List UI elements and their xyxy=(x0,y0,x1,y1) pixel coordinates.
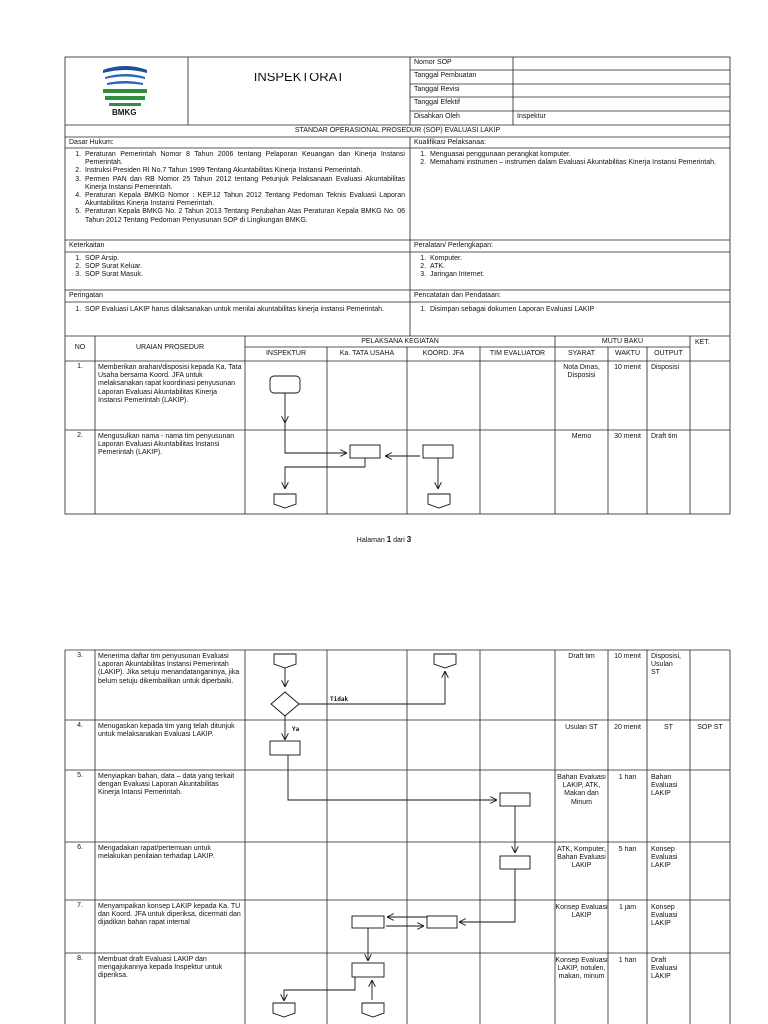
meta-label-revisi: Tanggal Revisi xyxy=(414,86,460,93)
row-3-syarat: Draft tim xyxy=(568,653,595,660)
col-waktu: WAKTU xyxy=(614,350,641,357)
flow-process-tim-evaluator xyxy=(500,793,530,806)
row-1-output: Disposisi xyxy=(651,364,680,371)
list-item: 3. SOP Surat Masuk. xyxy=(83,271,403,279)
list-item: 4. Peraturan Kepala BMKG Nomor : KEP.12 Tahun 2012 Tentang Pedoman Teknis Evaluasi Laporan Akuntabilitas Kinerja Instansi Pemerintah. xyxy=(83,192,405,208)
meta-value-disahkan: Inspektur xyxy=(517,113,546,120)
row-2-uraian: Mengusulkan nama - nama tim penyusunan Laporan Evaluasi Akuntabilitas Instansi Pemerintah (LAKIP). xyxy=(98,433,235,457)
flow-arrow xyxy=(288,755,496,800)
col-no: NO xyxy=(74,344,86,351)
flow-offpage-connector xyxy=(434,654,456,668)
list-item: 1. SOP Evaluasi LAKIP harus dilaksanakan untuk menilai akuntabilitas kinerja instansi Pemerintah. xyxy=(83,306,403,314)
row-6-waktu: 5 hari xyxy=(618,846,637,853)
flow-arrow xyxy=(460,869,515,922)
row-4-waktu: 20 menit xyxy=(614,724,641,731)
row-1-syarat: Nota Dinas, Disposisi xyxy=(563,364,600,380)
footer-prefix: Halaman xyxy=(356,537,385,544)
list-item: 1. Komputer. xyxy=(428,255,726,263)
list-item: 1. Disimpan sebagai dokumen Laporan Evaluasi LAKIP xyxy=(428,306,726,314)
sop-title: STANDAR OPERASIONAL PROSEDUR (SOP) EVALUASI LAKIP xyxy=(294,127,501,134)
meta-label-nomor: Nomor SOP xyxy=(414,59,452,66)
flow-label-tidak: Tidak xyxy=(330,696,349,703)
row-7-no: 7. xyxy=(77,902,83,909)
row-8-output: Draft Evaluasi LAKIP xyxy=(651,957,678,981)
row-7-output: Konsep Evaluasi LAKIP xyxy=(651,904,678,928)
row-8-uraian: Membuat draft Evaluasi LAKIP dan mengajukannya kepada Inspektur untuk diperiksa. xyxy=(98,956,223,980)
row-1-uraian: Memberikan arahan/disposisi kepada Ka. Tata Usaha bersama Koord. JFA untuk melaksanakan rapat koordinasi penyusunan Laporan Evaluasi Akuntabilitas Kinerja Instansi Pemerintah (LAKIP). xyxy=(98,364,242,404)
col-ket: KET. xyxy=(695,339,710,346)
list-item: 2. Memahami instrumen – instrumen dalam Evaluasi Akuntabilitas Kinerja Instansi Pemerintah. xyxy=(428,159,726,167)
col-inspektur: INSPEKTUR xyxy=(265,350,307,357)
col-uraian: URAIAN PROSEDUR xyxy=(135,344,205,351)
col-ka-tu: Ka. TATA USAHA xyxy=(339,350,395,357)
row-1-no: 1. xyxy=(77,363,83,370)
meta-label-disahkan: Disahkan Oleh xyxy=(414,113,460,120)
col-pelaksana: PELAKSANA KEGIATAN xyxy=(361,338,439,345)
row-8-syarat: Konsep Evaluasi LAKIP, notulen, makan, minum xyxy=(555,957,608,981)
list-item: 3. Permen PAN dan RB Nomor 25 Tahun 2012 tentang Petunjuk Pelaksanaan Evaluasi Akuntabilitas Kinerja Instansi Pemerintah. xyxy=(83,176,405,192)
row-4-ket: SOP ST xyxy=(697,724,723,731)
dasar-hukum-label: Dasar Hukum: xyxy=(69,139,114,146)
flow-offpage-connector xyxy=(362,1003,384,1017)
meta-label-efektif: Tanggal Efektif xyxy=(414,99,460,106)
row-6-uraian: Mengadakan rapat/pertemuan untuk melakukan penilaian terhadap LAKIP. xyxy=(98,845,215,861)
row-3-uraian: Menerima daftar tim penyusunan Evaluasi Laporan Akuntabilitas Instansi Pemerintah (LAKIP). Jika setuju menandatanganinya, jika belum setuju dikembalikan untuk diperbaiki. xyxy=(98,653,240,685)
list-item: 3. Jaringan Internet. xyxy=(428,271,726,279)
flow-offpage-connector xyxy=(274,654,296,668)
row-6-syarat: ATK, Komputer, Bahan Evaluasi LAKIP xyxy=(557,846,606,870)
flow-label-ya: Ya xyxy=(292,726,300,733)
footer-mid: dari xyxy=(393,537,405,544)
row-3-output: Disposisi, Usulan ST xyxy=(651,653,681,677)
list-item: 5. Peraturan Kepala BMKG No. 2 Tahun 2013 Tentang Perubahan Atas Peraturan Kepala BMKG No. 06 Tahun 2012 Tentang Pedoman Penyusunan SOP di Lingkungan BMKG. xyxy=(83,208,405,224)
row-4-syarat: Usulan ST xyxy=(565,724,598,731)
list-item: 2. Instruksi Presiden RI No.7 Tahun 1999 Tentang Akuntabilitas Kinerja Instansi Pemerintah. xyxy=(83,167,405,175)
row-3-waktu: 10 menit xyxy=(614,653,641,660)
flow-process-inspektur xyxy=(270,741,300,755)
flow-process-ka-tu xyxy=(352,916,384,928)
row-2-output: Draft tim xyxy=(651,433,678,440)
row-5-syarat: Bahan Evaluasi LAKIP, ATK, Makan dan Minum xyxy=(557,774,606,806)
row-6-no: 6. xyxy=(77,844,83,851)
col-syarat: SYARAT xyxy=(568,350,595,357)
row-2-waktu: 30 menit xyxy=(614,433,641,440)
row-4-output: ST xyxy=(664,724,673,731)
list-item: 1. Menguasai penggunaan perangkat komputer. xyxy=(428,151,726,159)
row-7-uraian: Menyampaikan konsep LAKIP kepada Ka. TU dan Koord. JFA untuk diperiksa, dicermati dan dijadikan bahan rapat internal xyxy=(98,903,241,927)
list-item: 2. SOP Surat Keluar. xyxy=(83,263,403,271)
flow-arrow xyxy=(284,977,355,1000)
col-koord-jfa: KOORD. JFA xyxy=(422,350,465,357)
list-item: 1. SOP Arsip. xyxy=(83,255,403,263)
row-7-syarat: Konsep Evaluasi LAKIP xyxy=(555,904,608,920)
row-2-syarat: Memo xyxy=(571,433,592,440)
row-5-output: Bahan Evaluasi LAKIP xyxy=(651,774,678,798)
row-6-output: Konsep Evaluasi LAKIP xyxy=(651,846,678,870)
col-mutu-baku: MUTU BAKU xyxy=(601,338,644,345)
row-5-uraian: Menyiapkan bahan, data – data yang terkait dengan Evaluasi Laporan Akuntabilitas Kinerja Intansi Pemerintah. xyxy=(98,773,235,797)
col-tim-evaluator: TIM EVALUATOR xyxy=(489,350,546,357)
flow-offpage-connector xyxy=(273,1003,295,1017)
row-4-uraian: Menugaskan kepada tim yang telah ditunjuk untuk melaksanakan Evaluasi LAKIP. xyxy=(98,723,235,739)
footer-page: 1 xyxy=(386,535,392,544)
flow-decision xyxy=(271,692,299,716)
row-5-waktu: 1 hari xyxy=(618,774,637,781)
row-8-no: 8. xyxy=(77,955,83,962)
peringatan-label: Peringatan xyxy=(69,292,103,299)
flow-process-tim-evaluator xyxy=(500,856,530,869)
keterkaitan-label: Keterkaitan xyxy=(69,242,105,249)
meta-label-pembuatan: Tanggal Pembuatan xyxy=(414,72,477,79)
row-7-waktu: 1 jam xyxy=(618,904,637,911)
org-name: INSPEKTORAT xyxy=(253,73,345,84)
row-8-waktu: 1 hari xyxy=(618,957,637,964)
kualifikasi-label: Kualifikasi Pelaksanaa: xyxy=(414,139,486,146)
row-2-no: 2. xyxy=(77,432,83,439)
flow-arrow xyxy=(299,672,445,704)
col-output: OUTPUT xyxy=(654,350,683,357)
pencatatan-label: Pencatatan dan Pendataan: xyxy=(414,292,501,299)
list-item: 2. ATK. xyxy=(428,263,726,271)
list-item: 1. Peraturan Pemerintah Nomor 8 Tahun 2006 tentang Pelaporan Keuangan dan Kinerja Instansi Pemerintah. xyxy=(83,151,405,167)
row-1-waktu: 10 menit xyxy=(614,364,641,371)
row-4-no: 4. xyxy=(77,722,83,729)
row-5-no: 5. xyxy=(77,772,83,779)
logo-text: BMKG xyxy=(112,108,137,117)
footer-total: 3 xyxy=(406,535,412,544)
flow-process-ka-tu xyxy=(352,963,384,977)
peralatan-label: Peralatan/ Perlengkapan: xyxy=(414,242,493,249)
flow-process-koord-jfa xyxy=(427,916,457,928)
row-3-no: 3. xyxy=(77,652,83,659)
